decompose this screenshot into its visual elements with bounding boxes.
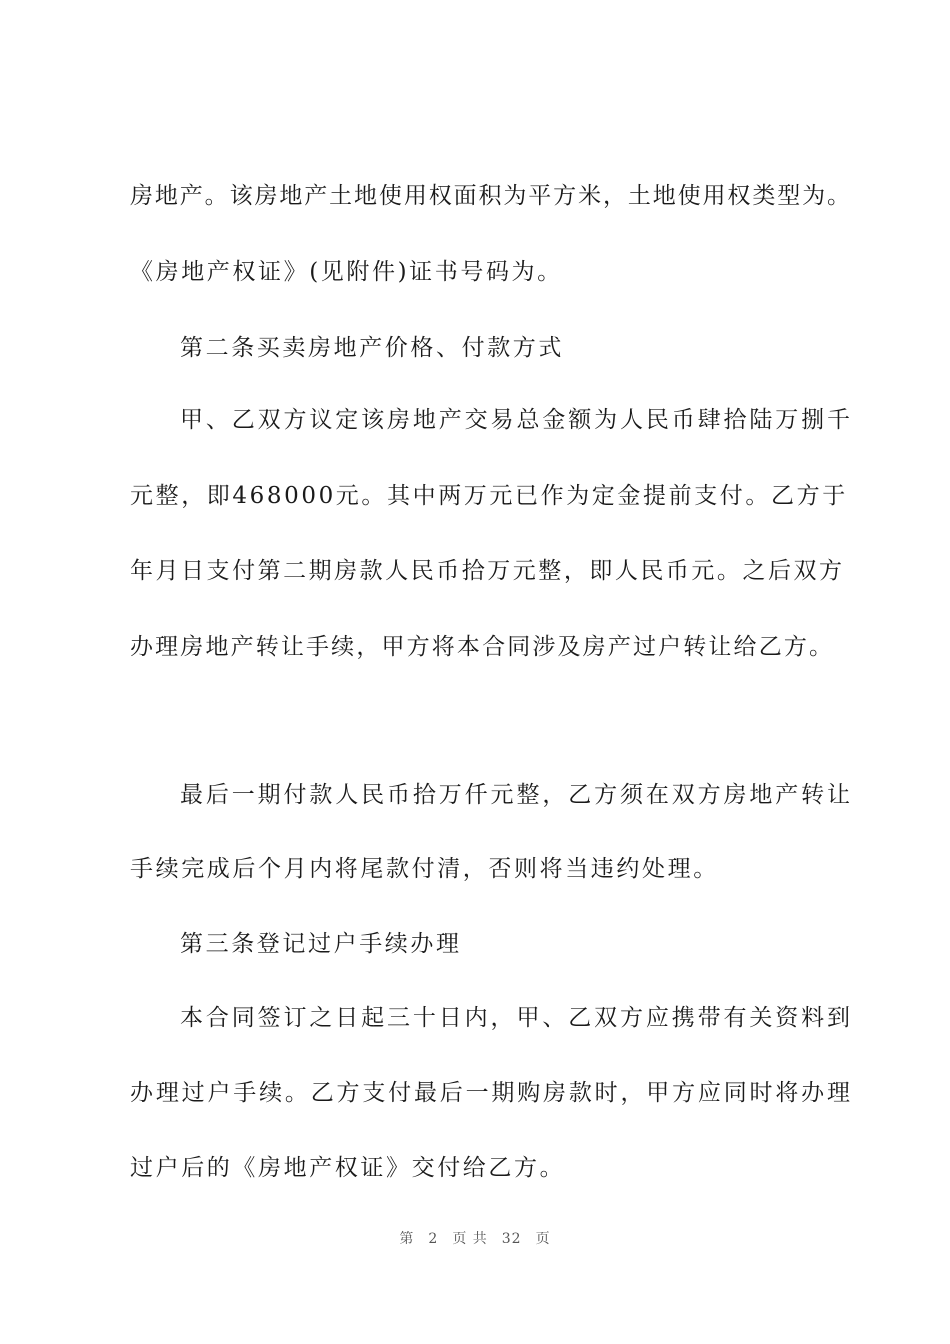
footer-middle: 页 共 [452, 1231, 488, 1247]
section-heading-2: 第二条买卖房地产价格、付款方式 [180, 335, 564, 361]
section-heading-3: 第三条登记过户手续办理 [180, 931, 462, 957]
paragraph-line-5: 元整，即468000元。其中两万元已作为定金提前支付。乙方于 [130, 483, 848, 509]
paragraph-line-13: 过户后的《房地产权证》交付给乙方。 [130, 1155, 566, 1181]
paragraph-line-4: 甲、乙双方议定该房地产交易总金额为人民币肆拾陆万捌千 [180, 407, 850, 433]
paragraph-line-9: 手续完成后个月内将尾款付清，否则将当违约处理。 [130, 856, 719, 882]
paragraph-line-8: 最后一期付款人民币拾万仟元整，乙方须在双方房地产转让 [180, 782, 850, 808]
paragraph-line-12: 办理过户手续。乙方支付最后一期购房款时，甲方应同时将办理 [130, 1080, 850, 1106]
paragraph-line-2: 《房地产权证》(见附件)证书号码为。 [130, 259, 563, 285]
footer-page-number: 2 [428, 1231, 439, 1247]
footer-suffix: 页 [535, 1231, 551, 1247]
paragraph-line-1: 房地产。该房地产土地使用权面积为平方米，土地使用权类型为。 [130, 183, 850, 209]
paragraph-line-7: 办理房地产转让手续，甲方将本合同涉及房产过户转让给乙方。 [130, 634, 832, 660]
footer-prefix: 第 [399, 1231, 415, 1247]
page-number-footer [0, 1228, 950, 1248]
paragraph-line-6: 年月日支付第二期房款人民币拾万元整，即人民币元。之后双方 [130, 558, 842, 584]
footer-total-pages: 32 [501, 1231, 522, 1247]
paragraph-line-11: 本合同签订之日起三十日内，甲、乙双方应携带有关资料到 [180, 1005, 850, 1031]
